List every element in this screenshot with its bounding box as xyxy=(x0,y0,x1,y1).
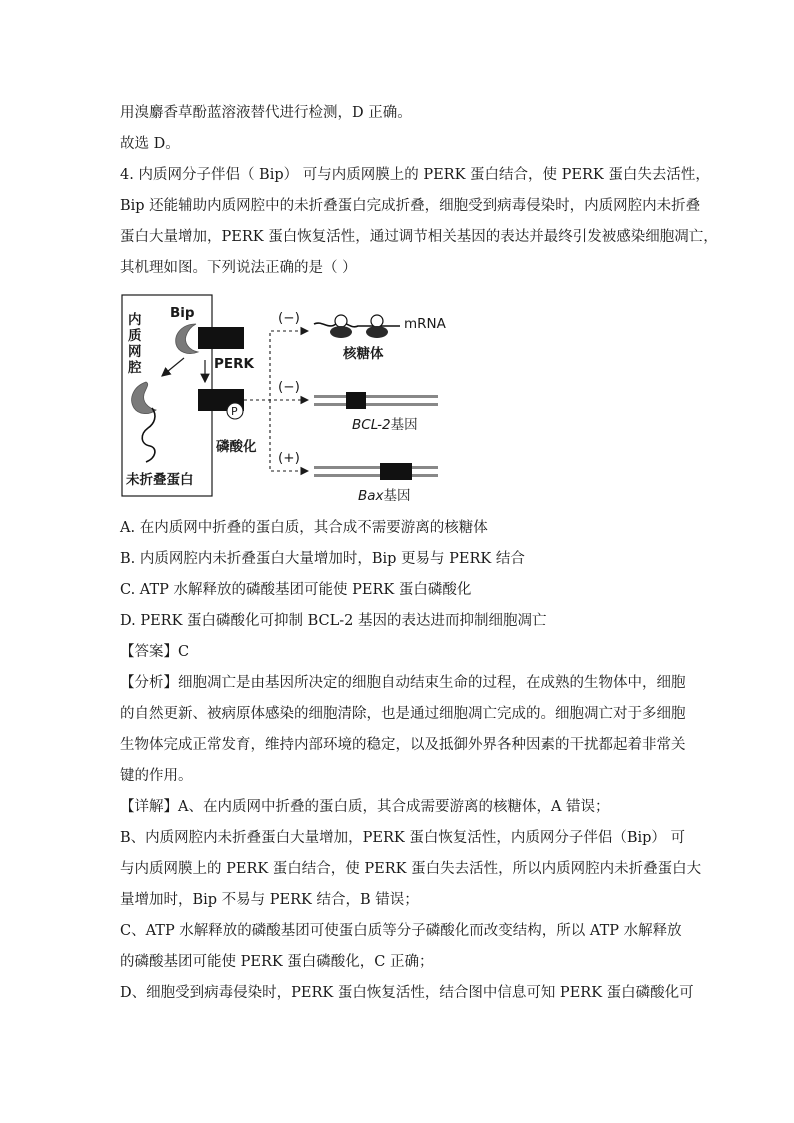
option-b: B. 内质网腔内未折叠蛋白大量增加时，Bip 更易与 PERK 结合 xyxy=(120,551,525,567)
text-line: 用溴麝香草酚蓝溶液替代进行检测，D 正确。 xyxy=(120,105,412,121)
dna-strand xyxy=(314,395,438,398)
inhibition-sign: (−) xyxy=(278,310,300,326)
perk-block xyxy=(198,327,244,349)
analysis-text: 的自然更新、被病原体感染的细胞清除，也是通过细胞凋亡完成的。细胞凋亡对于多细胞 xyxy=(120,706,686,722)
bcl2-gene-label: BCL-2基因 xyxy=(352,417,418,433)
text-line: 故选 D。 xyxy=(120,136,180,152)
er-lumen-label: 内 xyxy=(128,312,142,328)
analysis-text: 键的作用。 xyxy=(120,768,193,784)
ribosome-icon xyxy=(366,326,388,338)
question-stem: Bip 还能辅助内质网腔中的未折叠蛋白完成折叠，细胞受到病毒侵染时，内质网腔内未折叠 xyxy=(120,198,701,214)
question-stem: 4. 内质网分子伴侣（ Bip） 可与内质网膜上的 PERK 蛋白结合，使 PERK 蛋白失去活性， xyxy=(120,167,710,183)
bcl2-gene-block xyxy=(346,392,366,409)
arrow-bip-release xyxy=(162,358,184,376)
bax-gene-label: Bax基因 xyxy=(358,488,411,504)
mrna-strand xyxy=(314,322,400,327)
detail-text: 量增加时，Bip 不易与 PERK 结合，B 错误； xyxy=(120,892,419,908)
dna-strand xyxy=(314,466,438,469)
answer: 【答案】C xyxy=(120,644,190,660)
detail-text: 【详解】A、在内质网中折叠的蛋白质，其合成需要游离的核糖体，A 错误； xyxy=(120,799,610,815)
detail-text: 的磷酸基团可能使 PERK 蛋白磷酸化，C 正确； xyxy=(120,954,434,970)
promotion-sign: (+) xyxy=(278,450,300,466)
analysis-text: 【分析】细胞凋亡是由基因所决定的细胞自动结束生命的过程，在成熟的生物体中，细胞 xyxy=(120,675,686,691)
unfolded-protein-label: 未折叠蛋白 xyxy=(126,472,194,488)
ribosome-icon xyxy=(335,315,347,327)
option-c: C. ATP 水解释放的磷酸基团可能使 PERK 蛋白磷酸化 xyxy=(120,582,472,598)
unfolded-protein-icon xyxy=(142,408,155,462)
bip-protein-icon xyxy=(176,324,198,354)
detail-text: 与内质网膜上的 PERK 蛋白结合，使 PERK 蛋白失去活性，所以内质网腔内未折叠蛋白大 xyxy=(120,861,702,877)
phosphorylation-label: 磷酸化 xyxy=(216,439,257,455)
bax-gene-block xyxy=(380,463,412,480)
bip-label: Bip xyxy=(170,305,195,321)
detail-text: D、细胞受到病毒侵染时，PERK 蛋白恢复活性，结合图中信息可知 PERK 蛋白磷酸化可 xyxy=(120,985,694,1001)
dna-strand xyxy=(314,403,438,406)
detail-text: B、内质网腔内未折叠蛋白大量增加，PERK 蛋白恢复活性，内质网分子伴侣（Bip） 可 xyxy=(120,830,686,846)
option-d: D. PERK 蛋白磷酸化可抑制 BCL-2 基因的表达进而抑制细胞凋亡 xyxy=(120,613,547,629)
er-lumen-label: 质 xyxy=(128,328,142,344)
ribosome-label: 核糖体 xyxy=(343,346,384,362)
phosphate-label: P xyxy=(231,405,238,418)
question-stem: 蛋白大量增加，PERK 蛋白恢复活性，通过调节相关基因的表达并最终引发被感染细胞凋亡， xyxy=(120,229,718,245)
mrna-label: mRNA xyxy=(404,316,446,332)
ribosome-icon xyxy=(330,326,352,338)
inhibition-sign: (−) xyxy=(278,379,300,395)
er-lumen-label: 网 xyxy=(128,344,142,360)
ribosome-icon xyxy=(371,315,383,327)
dna-strand xyxy=(314,474,438,477)
perk-mechanism-figure xyxy=(118,290,458,510)
detail-text: C、ATP 水解释放的磷酸基团可使蛋白质等分子磷酸化而改变结构，所以 ATP 水解释放 xyxy=(120,923,682,939)
perk-label: PERK xyxy=(214,356,254,372)
question-stem: 其机理如图。下列说法正确的是（ ） xyxy=(120,260,357,276)
er-lumen-label: 腔 xyxy=(128,360,142,376)
analysis-text: 生物体完成正常发育，维持内部环境的稳定，以及抵御外界各种因素的干扰都起着非常关 xyxy=(120,737,686,753)
option-a: A. 在内质网中折叠的蛋白质，其合成不需要游离的核糖体 xyxy=(120,520,488,536)
